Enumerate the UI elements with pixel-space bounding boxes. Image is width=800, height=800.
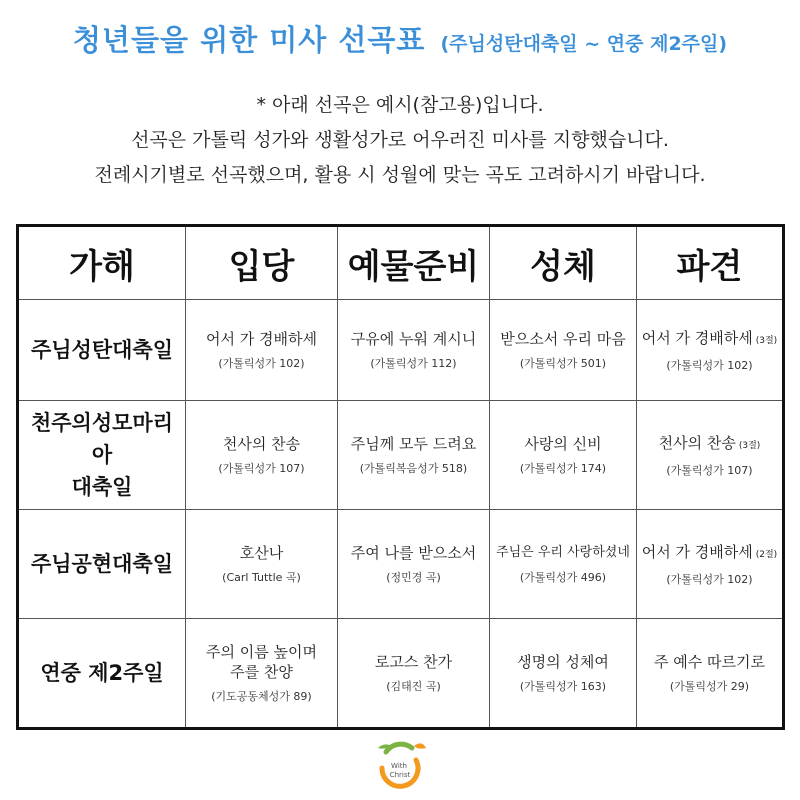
song-cell (490, 619, 637, 729)
table-header-row (18, 226, 784, 300)
song-cell (186, 401, 338, 510)
song-cell (490, 300, 637, 401)
song-source: (가톨릭성가 107) (218, 462, 305, 475)
song-title: 천사의 찬송 (3절) (658, 433, 761, 452)
page-subtitle: (주님성탄대축일 ~ 연중 제2주일) (440, 33, 728, 55)
verse-note: (2절) (755, 549, 778, 560)
table-row (18, 401, 784, 510)
song-title: 주님께 모두 드려요 (350, 435, 477, 453)
song-cell (637, 300, 784, 401)
song-title: 받으소서 우리 마음 (500, 330, 626, 348)
header-entrance: 입당 (186, 226, 338, 300)
notice-line: 선곡은 가톨릭 성가와 생활성가로 어우러진 미사를 지향했습니다. (131, 129, 669, 151)
song-cell (338, 619, 490, 729)
with-christ-logo-icon (368, 738, 432, 792)
song-title: 어서 가 경배하세 (206, 330, 317, 348)
song-source: (가톨릭성가 112) (370, 357, 457, 370)
verse-note: (3절) (755, 335, 778, 346)
song-cell (338, 300, 490, 401)
header-dismissal: 파견 (637, 226, 784, 300)
with-christ-logo (368, 738, 432, 792)
song-title: 주의 이름 높이며 주를 찬양 (206, 643, 317, 681)
notice-line: * 아래 선곡은 예시(참고용)입니다. (256, 94, 544, 116)
feast-name: 주님공현대축일 (18, 510, 186, 619)
verse-note: (3절) (738, 440, 761, 451)
song-source: (가톨릭성가 102) (218, 357, 305, 370)
song-title: 어서 가 경배하세 (2절) (641, 542, 778, 561)
header-year: 가해 (18, 226, 186, 300)
song-cell (186, 619, 338, 729)
feast-name: 연중 제2주일 (18, 619, 186, 729)
song-source: (가톨릭성가 174) (519, 462, 607, 475)
song-source: (가톨릭성가 29) (669, 680, 750, 693)
song-source: (가톨릭복음성가 518) (359, 462, 468, 475)
header-offertory: 예물준비 (338, 226, 490, 300)
song-title: 주여 나를 받으소서 (350, 544, 477, 562)
song-source: (김태진 곡) (386, 680, 441, 693)
song-title: 로고스 찬가 (374, 653, 453, 671)
song-cell (490, 510, 637, 619)
song-source: (가톨릭성가 501) (519, 357, 607, 370)
song-title: 구유에 누워 계시니 (350, 330, 477, 348)
song-cell (186, 300, 338, 401)
song-cell (490, 401, 637, 510)
song-title: 어서 가 경배하세 (3절) (641, 328, 778, 347)
song-cell (637, 619, 784, 729)
song-cell (338, 510, 490, 619)
table-row (18, 510, 784, 619)
song-cell (637, 510, 784, 619)
table-row (18, 619, 784, 729)
song-schedule-table (16, 224, 785, 730)
logo-text-line2: Christ (389, 771, 411, 779)
song-source: (가톨릭성가 496) (519, 571, 607, 584)
song-source: (Carl Tuttle 곡) (222, 571, 301, 584)
feast-name: 천주의성모마리아 대축일 (18, 401, 186, 510)
song-source: (기도공동체성가 89) (211, 690, 312, 703)
notice-line: 전례시기별로 선곡했으며, 활용 시 성월에 맞는 곡도 고려하시기 바랍니다. (94, 164, 706, 186)
song-cell (637, 401, 784, 510)
logo-text-line1: With (391, 762, 407, 770)
song-title: 주님은 우리 사랑하셨네 (496, 545, 630, 560)
song-title: 천사의 찬송 (222, 435, 301, 453)
song-source: (가톨릭성가 102) (666, 358, 753, 372)
song-source: (가톨릭성가 163) (519, 680, 607, 693)
page-title: 청년들을 위한 미사 선곡표 (72, 23, 426, 57)
page-title-block (0, 18, 800, 59)
notice-text (0, 88, 800, 193)
song-cell (186, 510, 338, 619)
song-title: 주 예수 따르기로 (654, 653, 765, 671)
song-source: (가톨릭성가 107) (666, 463, 753, 477)
song-title: 사랑의 신비 (524, 435, 602, 453)
song-cell (338, 401, 490, 510)
song-source: (가톨릭성가 102) (666, 572, 753, 586)
song-title: 생명의 성체여 (517, 653, 609, 671)
header-communion: 성체 (490, 226, 637, 300)
table-row (18, 300, 784, 401)
feast-name: 주님성탄대축일 (18, 300, 186, 401)
song-source: (정민경 곡) (386, 571, 441, 584)
song-title: 호산나 (239, 544, 284, 562)
